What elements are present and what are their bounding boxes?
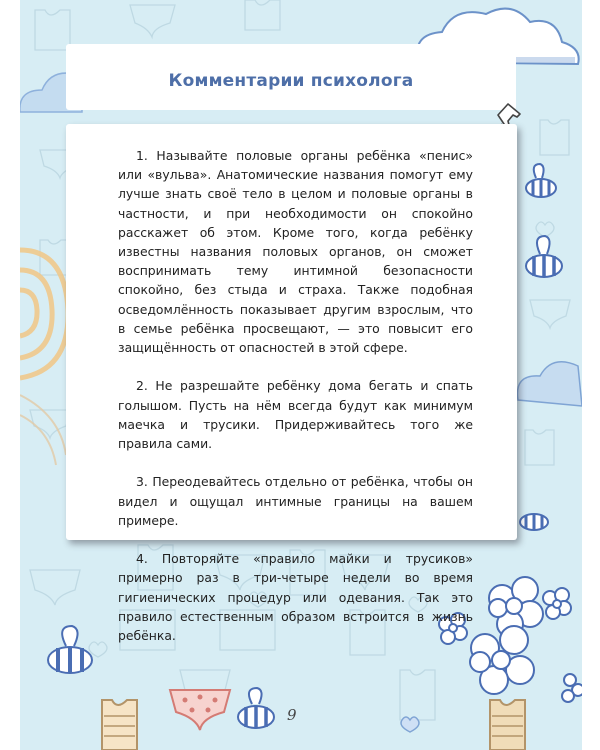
undershirt-icon [102, 700, 137, 750]
bee-icon [526, 164, 556, 197]
page-number: 9 [287, 706, 297, 724]
comment-paragraph-2: 2. Не разрешайте ребёнку дома бегать и спать голышом. Пусть на нём всегда будут как минимум маечка и трусики. Придерживайтесь того же правила сами. [118, 378, 473, 452]
undershirt-icon [525, 430, 554, 465]
undershirt-icon [245, 0, 280, 30]
underpants-icon [130, 5, 175, 37]
swirl-icon [20, 250, 68, 378]
page-title: Комментарии психолога [168, 71, 414, 91]
flower-icon [470, 626, 534, 694]
title-card [66, 44, 516, 110]
flower-icon [543, 588, 571, 619]
comment-paragraph-3: 3. Переодевайтесь отдельно от ребёнка, чтобы он видел и ощущал интимные границы на вашем примере. [118, 474, 473, 528]
heart-icon [536, 222, 554, 237]
bee-icon [238, 688, 274, 728]
undershirt-icon [35, 10, 70, 50]
heart-icon [89, 642, 107, 657]
heart-icon [401, 717, 419, 732]
underpants-icon [530, 300, 570, 328]
underpants-icon [30, 570, 80, 605]
flower-icon [562, 674, 582, 702]
undershirt-icon [490, 700, 525, 750]
cloud-icon [517, 362, 582, 406]
bee-icon [526, 236, 562, 277]
psychologist-comments-card [66, 124, 517, 644]
comments-text-block [118, 146, 473, 664]
bee-icon [520, 514, 548, 530]
comment-paragraph-1: 1. Называйте половые органы ребёнка «пенис» или «вульва». Анатомические названия помогут ему лучше знать своё тело в целом и половые органы в частности, и при необходимости он спокойно расскажет об этом. Кроме того, когда ребёнку известны названия половых органов, он сможет воспринимать тему интимной безопасности спокойно, без стыда и страха. Также подобная осведомлённость показывает другим взрослым, что в семье ребёнка просвещают, — это повысит его защищённость от опасностей в этой сфере. [118, 148, 473, 356]
undershirt-icon [400, 670, 435, 720]
comment-paragraph-4: 4. Повторяйте «правило майки и трусиков» примерно раз в три-четыре недели во время гигиенических процедур или одевания. Так это правило естественным образом встроится в жизнь ребёнка. [118, 551, 473, 644]
bee-icon [48, 626, 92, 673]
underpants-icon [30, 410, 70, 438]
undershirt-icon [540, 120, 569, 155]
